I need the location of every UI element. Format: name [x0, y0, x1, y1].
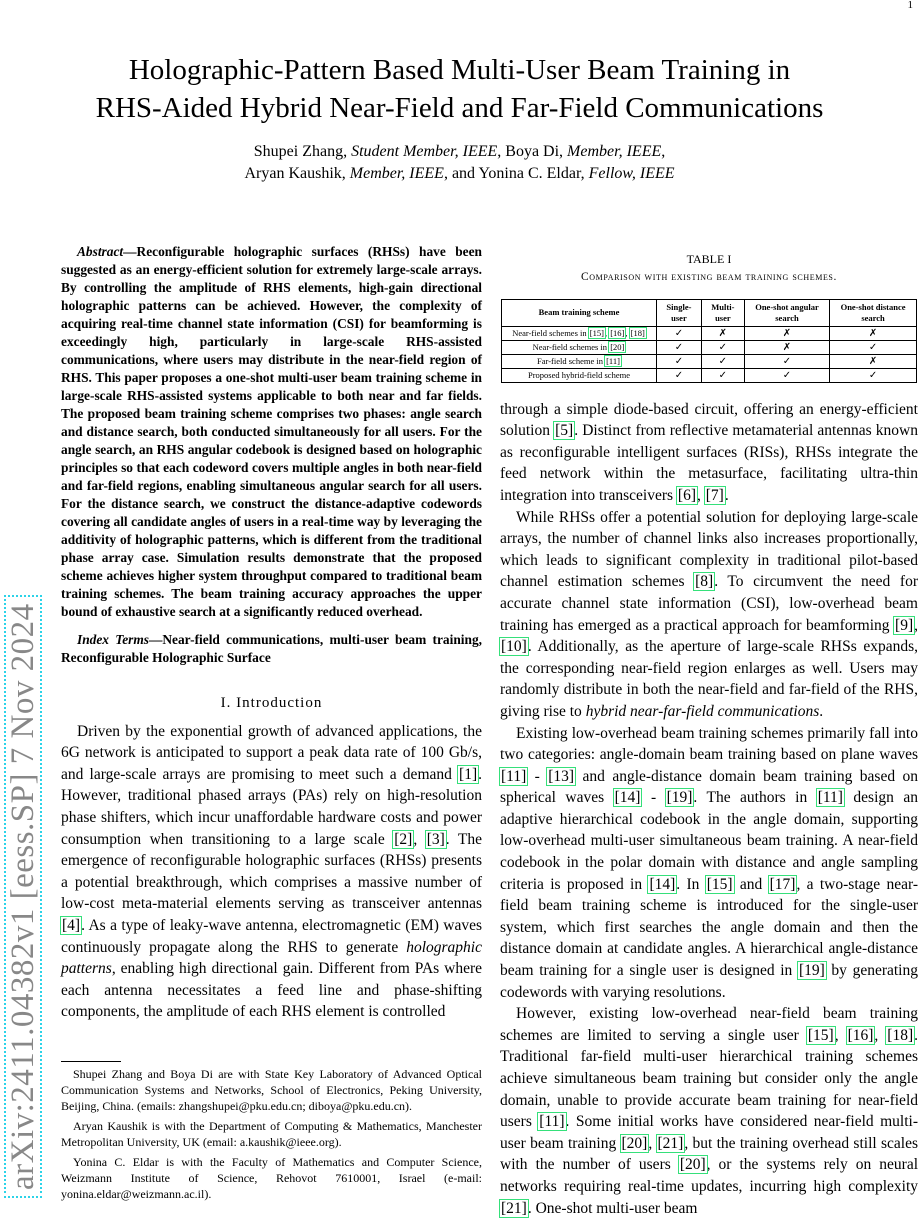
table-subtitle: Comparison with existing beam training schemes.	[581, 271, 837, 283]
text-run: ,	[413, 830, 426, 848]
citation-link[interactable]: [6]	[677, 486, 696, 504]
citation-link[interactable]: [7]	[705, 486, 724, 504]
arxiv-stamp[interactable]: arXiv:2411.04382v1 [eess.SP] 7 Nov 2024	[4, 595, 42, 1198]
text-run: ,	[834, 1026, 847, 1044]
citation-link[interactable]: [11]	[539, 1113, 565, 1131]
author-kaushik: Aryan Kaushik,	[244, 165, 346, 182]
citation-link[interactable]: [18]	[887, 1026, 914, 1044]
paper-title	[0, 51, 919, 127]
citation-link[interactable]: [3]	[426, 830, 445, 848]
author-line-1	[0, 141, 919, 163]
citation-link[interactable]: [14]	[614, 789, 641, 807]
text-run: . Distinct from reflective metamaterial antennas known as reconfigurable intelligent surfaces (RISs), RHSs integrate the feed network within the metasurface, facilitating ultra-thin integration into transceivers	[500, 422, 919, 504]
row-label-text: Near-field schemes in	[532, 341, 610, 352]
table-header-row	[502, 299, 917, 326]
table-row	[502, 326, 917, 340]
text-run: holographic patterns	[61, 938, 482, 978]
text-run: design an adaptive hierarchical codebook in the angle domain, supporting low-overhead multi-user simultaneous beam training. A near-field codebook in the polar domain with distance and angle sampling criteria is proposed in	[500, 789, 918, 893]
text-run: . As a type of leaky-wave antenna, electromagnetic (EM) waves continuously propagate along the RHS to generate	[61, 916, 482, 956]
citation-link[interactable]: [10]	[501, 638, 527, 656]
table-cell: ✗	[830, 326, 917, 340]
footnote-eldar: Yonina C. Eldar is with the Faculty of Mathematics and Computer Science, Weizmann Institute of Science, Rehovot 7610001, Israel (e-mail: yonina.eldar@weizmann.ac.il).	[61, 1155, 482, 1201]
section-heading: I. Introduction	[220, 695, 323, 711]
text-run: While RHSs offer a potential solution for deploying large-scale arrays, the number of channel links also increases proportionally, which leads to significant complexity in traditional pilot-based channel estimation schemes	[500, 508, 918, 591]
table-cell: ✓	[744, 368, 829, 382]
citation-link[interactable]: [2]	[394, 830, 413, 848]
left-column	[61, 243, 482, 1023]
text-run: and	[733, 875, 769, 893]
citation-link[interactable]: [16]	[610, 327, 625, 338]
citation-link[interactable]: [20]	[621, 1134, 648, 1152]
author-zhang: Shupei Zhang,	[253, 143, 348, 160]
text-run: -	[641, 789, 666, 807]
citation-link[interactable]: [11]	[817, 789, 843, 807]
table-cell: ✗	[744, 326, 829, 340]
citation-link[interactable]: [5]	[555, 422, 574, 440]
table-header: One-shot angular search	[744, 299, 829, 326]
text-run: , but the training overhead still scales with the number of users	[500, 1134, 918, 1174]
row-label	[502, 340, 657, 354]
text-run: ,	[914, 616, 918, 634]
author-role: Member, IEEE	[567, 143, 662, 160]
text-run: hybrid near-far-field communications	[585, 702, 820, 720]
author-list	[0, 141, 919, 185]
text-run: , or the systems rely on neural networks requiring real-time updates, incurring high complexity	[500, 1156, 919, 1195]
table-header: One-shot distance search	[830, 299, 917, 326]
text-run: . However, traditional phased arrays (PAs) rely on high-resolution phase shifters, which incur unaffordable hardware costs and power consumption when transitioning to a large scale	[61, 765, 482, 848]
table-cell: ✓	[657, 354, 702, 368]
text-run: ,	[874, 1026, 887, 1044]
citation-link[interactable]: [20]	[679, 1156, 706, 1174]
text-run: . Additionally, as the aperture of large-scale RHSs expands, the corresponding near-field region enlarges as well. Users may randomly distribute in both the near-field and far-field of the RHS, giving rise to	[500, 638, 918, 720]
text-run: . Traditional far-field multi-user hierarchical training schemes achieve simultaneous beam training but consider only the angle domain, unable to provide accurate beam training for near-field users	[500, 1026, 918, 1131]
author-role: Fellow, IEEE	[588, 165, 675, 182]
text-run: by generating codewords with varying resolutions.	[500, 962, 918, 1001]
page-number: 1	[907, 0, 913, 11]
right-column	[500, 243, 918, 1219]
citation-link[interactable]: [19]	[798, 962, 825, 980]
citation-link[interactable]: [15]	[807, 1026, 834, 1044]
body-paragraph	[500, 399, 918, 507]
text-run: and angle-distance domain beam training based on spherical waves	[500, 767, 918, 807]
citation-link[interactable]: [1]	[459, 765, 478, 783]
table-header: Single-user	[657, 299, 702, 326]
author-di: , Boya Di,	[497, 143, 564, 160]
footnote-kaushik: Aryan Kaushik is with the Department of Computing & Mathematics, Manchester Metropolitan University, UK (email: a.kaushik@ieee.org).	[61, 1119, 482, 1149]
citation-link[interactable]: [8]	[695, 573, 714, 591]
text-run: Existing low-overhead beam training schemes primarily fall into two categories: angle-domain beam training based on plane waves	[500, 724, 918, 764]
author-sep: ,	[661, 143, 666, 160]
text-run: .	[819, 702, 824, 720]
comparison-table	[501, 299, 917, 383]
citation-link[interactable]: [21]	[657, 1134, 684, 1152]
citation-link[interactable]: [14]	[649, 875, 676, 893]
row-label-text: Far-field scheme in	[537, 355, 606, 366]
text-run: ,	[696, 486, 705, 504]
text-run: ,	[648, 1134, 657, 1152]
author-role: Member, IEEE	[349, 165, 444, 182]
text-run: However, existing low-overhead near-field beam training schemes are limited to serving a single user	[500, 1005, 918, 1044]
index-terms-text: —Near-field communications, multi-user beam training, Reconfigurable Holographic Surface	[61, 632, 482, 665]
citation-link[interactable]: [19]	[666, 789, 693, 807]
citation-link[interactable]: [15]	[706, 875, 733, 893]
table-cell: ✓	[830, 368, 917, 382]
abstract	[61, 243, 482, 621]
table-header: Multi-user	[701, 299, 744, 326]
index-terms	[61, 631, 482, 667]
right-body	[500, 399, 918, 1219]
citation-link[interactable]: [9]	[895, 616, 914, 634]
author-line-2	[0, 163, 919, 185]
text-run: . One-shot multi-user beam	[527, 1199, 698, 1217]
author-role: Student Member, IEEE	[351, 143, 498, 160]
table-cell: ✗	[744, 340, 829, 354]
footnote-divider	[61, 1061, 121, 1062]
table-header: Beam training scheme	[502, 299, 657, 326]
text-run: -	[527, 767, 548, 785]
table-caption: TABLE I	[686, 252, 732, 266]
footnote-zhang-di: Shupei Zhang and Boya Di are with State Key Laboratory of Advanced Optical Communication Systems and Networks, School of Electronics, Peking University, Beijing, China. (emails: zhangshupei@pku.edu.cn; diboya@pku.edu.cn).	[61, 1067, 482, 1113]
text-run: Driven by the exponential growth of advanced applications, the 6G network is anticipated to support a peak data rate of 100 Gb/s, and large-scale arrays are promising to meet such a demand	[61, 722, 482, 783]
citation-link[interactable]: [21]	[501, 1199, 527, 1217]
row-label	[502, 326, 657, 340]
citation-link[interactable]: [18]	[630, 327, 645, 338]
citation-link[interactable]: [15]	[589, 327, 604, 338]
table-cell: ✓	[657, 326, 702, 340]
text-run: . Some initial works have considered near-field multi-user beam training	[500, 1113, 918, 1152]
row-label: Proposed hybrid-field scheme	[502, 368, 657, 382]
table-cell: ✓	[701, 368, 744, 382]
index-terms-label: Index Terms	[77, 632, 149, 647]
abstract-text: —Reconfigurable holographic surfaces (RHSs) have been suggested as an energy-efficient solution for extremely large-scale arrays. By controlling the amplitude of RHS elements, high-gain directional holographic patterns can be achieved. However, the complexity of acquiring real-time channel state information (CSI) for beamforming is exceedingly high, particularly in large-scale RHS-assisted communications, where users may distribute in the near-field region of RHS. This paper proposes a one-shot multi-user beam training scheme in large-scale RHS-assisted systems applicable to both near and far fields. The proposed beam training scheme comprises two phases: angle search and distance search, both conducted simultaneously for all users. For the angle search, an RHS angular codebook is designed based on holographic principles so that each codeword covers multiple angles in both near-field and far-field regions, enabling simultaneous angular search for all users. For the distance search, we construct the distance-adaptive codewords covering all candidate angles of users in a real-time way by leveraging the additivity of holographic patterns, which is different from the traditional phase array case. Simulation results demonstrate that the proposed scheme achieves higher system throughput compared to traditional beam training schemes. The beam training accuracy approaches the upper bound of exhaustive search at a significantly reduced overhead.	[61, 244, 482, 619]
table-cell: ✓	[657, 368, 702, 382]
citation-link[interactable]: [11]	[606, 355, 620, 366]
citation-link[interactable]: [20]	[610, 341, 625, 352]
table-cell: ✓	[701, 340, 744, 354]
text-run: . The emergence of reconfigurable holographic surfaces (RHSs) presents a potential breakthrough, which comprises a massive number of low-cost meta-material elements serving as transceiver antennas	[61, 830, 482, 913]
table-row	[502, 354, 917, 368]
text-run: , enabling high directional gain. Different from PAs where each antenna necessitates a feed line and phase-shifting components, the amplitude of each RHS element is controlled	[61, 960, 482, 1021]
text-run: , a two-stage near-field beam training scheme is introduced for the single-user system, which first searches the angle domain and then the distance domain at candidate angles. A hierarchical angle-distance beam training for a single user is designed in	[500, 875, 918, 980]
title-line-1: Holographic-Pattern Based Multi-User Beam Training in	[128, 54, 791, 86]
text-run: . To circumvent the need for accurate channel state information (CSI), low-overhead beam training has emerged as a practical approach for beamforming	[500, 573, 918, 634]
text-run: . The authors in	[693, 789, 817, 807]
author-eldar: , and Yonina C. Eldar,	[443, 165, 585, 182]
row-label-text: Near-field schemes in	[512, 327, 589, 338]
body-paragraph	[500, 507, 918, 723]
citation-link[interactable]: [13]	[548, 767, 575, 785]
body-paragraph	[500, 723, 918, 1004]
intro-paragraph	[61, 721, 482, 1023]
text-run: . In	[676, 875, 706, 893]
citation-link[interactable]: [11]	[501, 767, 527, 785]
table-cell: ✓	[744, 354, 829, 368]
abstract-label: Abstract	[77, 244, 124, 259]
table-row	[502, 340, 917, 354]
citation-link[interactable]: [16]	[847, 1026, 874, 1044]
table-cell: ✗	[701, 326, 744, 340]
row-label	[502, 354, 657, 368]
citation-link[interactable]: [17]	[769, 875, 796, 893]
table-cell: ✗	[830, 354, 917, 368]
title-line-2: RHS-Aided Hybrid Near-Field and Far-Field Communications	[95, 92, 824, 124]
footnotes	[61, 1061, 482, 1206]
citation-link[interactable]: [4]	[62, 916, 81, 934]
text-run: .	[724, 486, 729, 504]
table-cell: ✓	[830, 340, 917, 354]
body-paragraph	[500, 1003, 918, 1219]
sep: ,	[625, 327, 630, 338]
sep: ,	[604, 327, 610, 338]
text-run: through a simple diode-based circuit, offering an energy-efficient solution	[500, 400, 918, 440]
table-row	[502, 368, 917, 382]
table-cell: ✓	[657, 340, 702, 354]
table-cell: ✓	[701, 354, 744, 368]
